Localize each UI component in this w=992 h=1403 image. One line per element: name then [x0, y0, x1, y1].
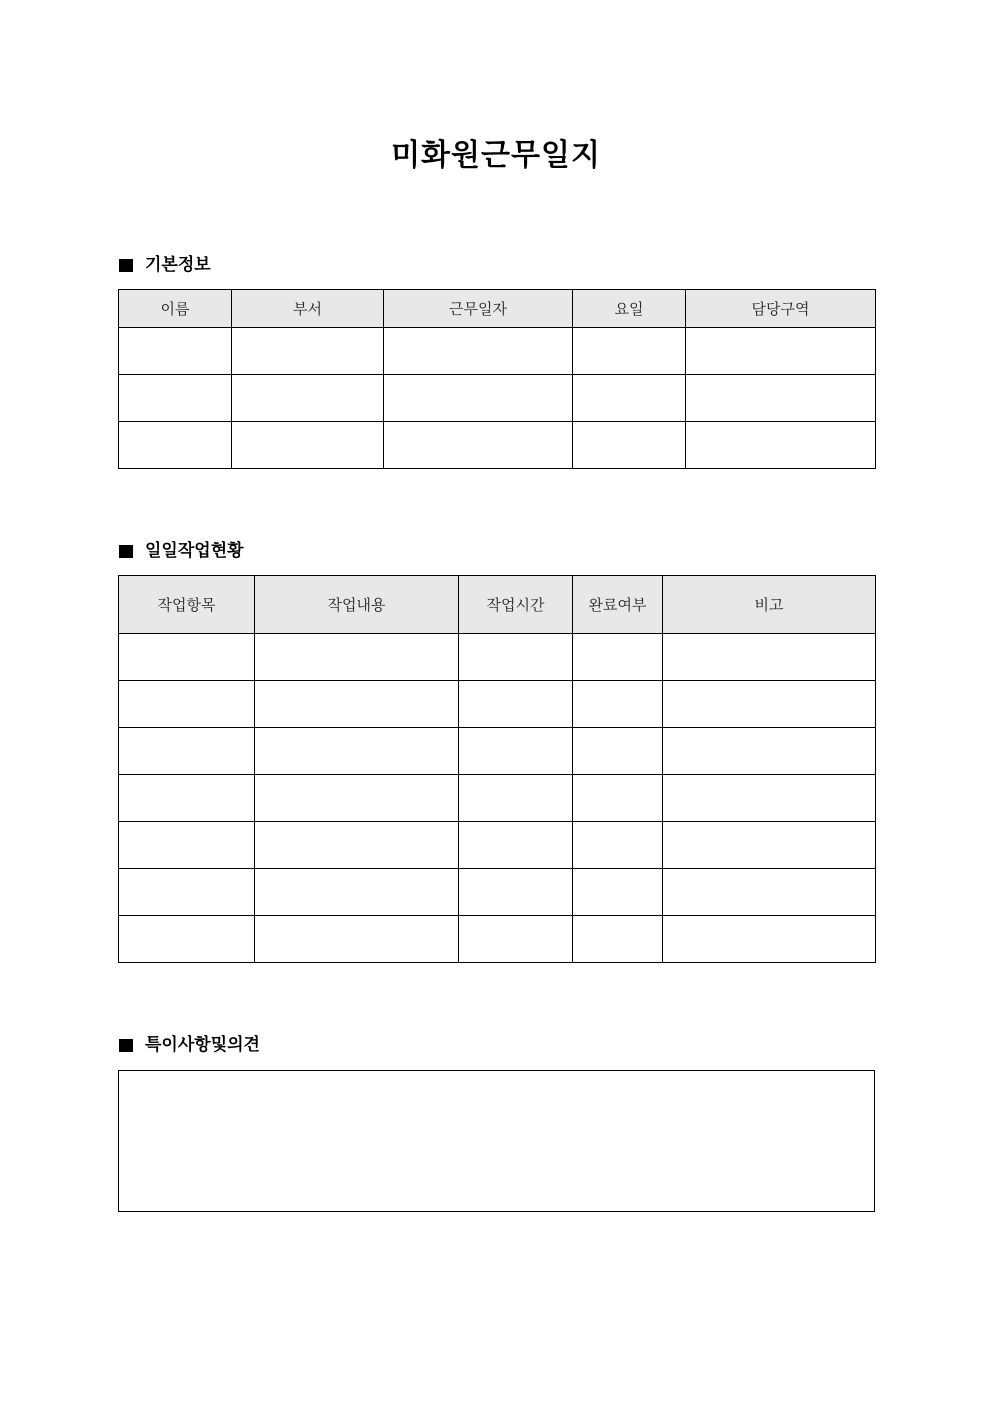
- table-cell[interactable]: [459, 775, 573, 822]
- table-cell[interactable]: [573, 869, 663, 916]
- table-cell[interactable]: [686, 375, 876, 422]
- table-row: [119, 634, 876, 681]
- table-cell[interactable]: [119, 916, 255, 963]
- table-header-row: [119, 576, 876, 634]
- table-cell[interactable]: [573, 375, 686, 422]
- table-cell[interactable]: [686, 422, 876, 469]
- section-heading-label: 기본정보: [145, 255, 211, 275]
- table-cell[interactable]: [255, 822, 459, 869]
- table-cell[interactable]: [232, 328, 384, 375]
- table-cell[interactable]: [663, 681, 876, 728]
- table-row: [119, 422, 876, 469]
- table-cell[interactable]: [459, 728, 573, 775]
- table-cell[interactable]: [119, 422, 232, 469]
- black-square-icon: [119, 1039, 133, 1052]
- notes-textbox[interactable]: [118, 1070, 875, 1212]
- table-cell[interactable]: [119, 869, 255, 916]
- table-cell[interactable]: [255, 869, 459, 916]
- column-header-work-content: 작업내용: [255, 576, 459, 634]
- section-heading-notes: [119, 1034, 260, 1056]
- table-cell[interactable]: [573, 681, 663, 728]
- table-cell[interactable]: [459, 634, 573, 681]
- column-header-completion: 완료여부: [573, 576, 663, 634]
- table-cell[interactable]: [119, 681, 255, 728]
- table-row: [119, 869, 876, 916]
- table-row: [119, 728, 876, 775]
- table-cell[interactable]: [459, 681, 573, 728]
- table-cell[interactable]: [663, 869, 876, 916]
- column-header-department: 부서: [232, 290, 384, 328]
- section-heading-basic-info: [119, 254, 211, 276]
- table-cell[interactable]: [459, 916, 573, 963]
- table-cell[interactable]: [384, 422, 573, 469]
- black-square-icon: [119, 545, 133, 558]
- table-row: [119, 916, 876, 963]
- column-header-work-date: 근무일자: [384, 290, 573, 328]
- column-header-work-item: 작업항목: [119, 576, 255, 634]
- table-row: [119, 328, 876, 375]
- table-cell[interactable]: [573, 634, 663, 681]
- table-cell[interactable]: [573, 328, 686, 375]
- column-header-name: 이름: [119, 290, 232, 328]
- table-cell[interactable]: [232, 422, 384, 469]
- table-cell[interactable]: [459, 869, 573, 916]
- table-cell[interactable]: [119, 634, 255, 681]
- column-header-remarks: 비고: [663, 576, 876, 634]
- basic-info-table: [118, 289, 876, 469]
- table-cell[interactable]: [573, 422, 686, 469]
- table-cell[interactable]: [255, 775, 459, 822]
- document-title: 미화원근무일지: [391, 138, 601, 173]
- black-square-icon: [119, 259, 133, 272]
- table-row: [119, 375, 876, 422]
- table-cell[interactable]: [255, 681, 459, 728]
- table-cell[interactable]: [663, 775, 876, 822]
- table-row: [119, 775, 876, 822]
- table-row: [119, 822, 876, 869]
- section-heading-daily-work: [119, 540, 244, 562]
- table-cell[interactable]: [255, 634, 459, 681]
- table-cell[interactable]: [663, 634, 876, 681]
- table-cell[interactable]: [255, 728, 459, 775]
- daily-work-table: [118, 575, 876, 963]
- table-header-row: [119, 290, 876, 328]
- table-cell[interactable]: [119, 822, 255, 869]
- table-cell[interactable]: [663, 916, 876, 963]
- table-cell[interactable]: [119, 728, 255, 775]
- table-cell[interactable]: [686, 328, 876, 375]
- table-cell[interactable]: [573, 728, 663, 775]
- table-cell[interactable]: [459, 822, 573, 869]
- column-header-day-of-week: 요일: [573, 290, 686, 328]
- section-heading-label: 특이사항및의견: [145, 1035, 260, 1055]
- table-cell[interactable]: [255, 916, 459, 963]
- table-cell[interactable]: [573, 775, 663, 822]
- table-cell[interactable]: [573, 822, 663, 869]
- column-header-work-time: 작업시간: [459, 576, 573, 634]
- table-cell[interactable]: [663, 822, 876, 869]
- table-cell[interactable]: [119, 375, 232, 422]
- table-cell[interactable]: [119, 775, 255, 822]
- table-cell[interactable]: [384, 375, 573, 422]
- table-cell[interactable]: [573, 916, 663, 963]
- table-cell[interactable]: [663, 728, 876, 775]
- table-cell[interactable]: [384, 328, 573, 375]
- column-header-assigned-area: 담당구역: [686, 290, 876, 328]
- table-cell[interactable]: [119, 328, 232, 375]
- section-heading-label: 일일작업현황: [145, 541, 244, 561]
- table-cell[interactable]: [232, 375, 384, 422]
- table-row: [119, 681, 876, 728]
